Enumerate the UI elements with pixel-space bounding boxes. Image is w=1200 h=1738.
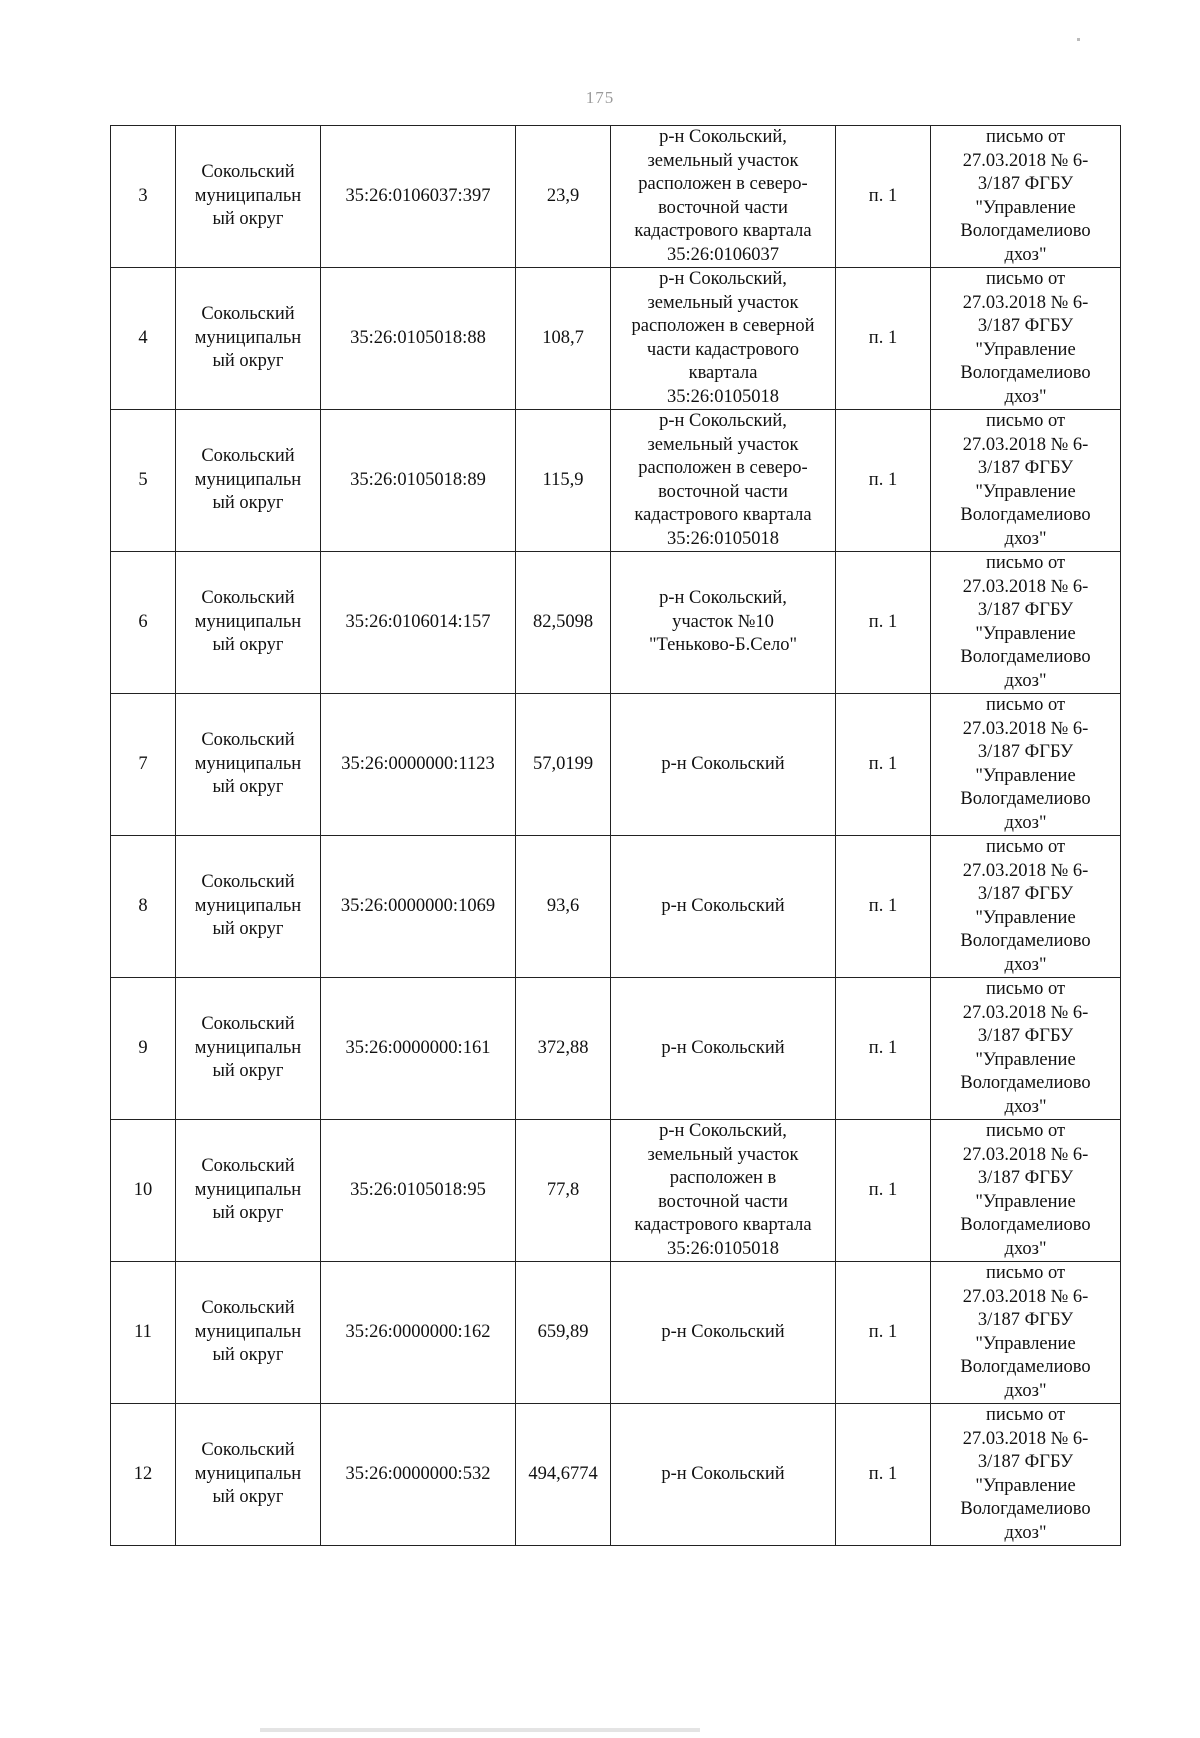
cell-line: письмо от	[985, 127, 1066, 147]
cell-line: восточной части	[658, 1191, 788, 1212]
cell-line: Вологдамелиово	[960, 931, 1091, 951]
cadastral-number-cell: 35:26:0000000:1123	[321, 694, 516, 836]
cadastral-number-cell: 35:26:0105018:88	[321, 268, 516, 410]
cell-line: письмо от	[985, 837, 1066, 857]
cell-line: Сокольский	[201, 1014, 295, 1035]
cell-line: 35:26:0105018	[666, 386, 780, 407]
municipal-district-cell	[176, 410, 321, 552]
cell-line: ый округ	[212, 1487, 284, 1508]
page-number: 175	[585, 88, 615, 107]
basis-document-cell	[931, 552, 1121, 694]
cell-line: "Управление	[975, 1333, 1076, 1354]
cell-line: Вологдамелиово	[960, 647, 1091, 667]
table-row	[111, 126, 1121, 268]
cell-line: р-н Сокольский,	[659, 127, 787, 147]
municipal-district-cell	[176, 978, 321, 1120]
cell-line: ый округ	[212, 919, 284, 940]
cell-line: муниципальн	[194, 1037, 302, 1058]
cell-line: "Управление	[975, 907, 1076, 928]
cell-line: муниципальн	[194, 1321, 302, 1342]
cell-line: кадастрового квартала	[634, 505, 812, 525]
cell-line: "Управление	[975, 1191, 1076, 1212]
cell-line: дхоз"	[1004, 670, 1047, 691]
cell-line: "Управление	[975, 481, 1076, 502]
cell-line: кадастрового квартала	[634, 1215, 812, 1235]
cell-line: р-н Сокольский	[661, 895, 785, 916]
cell-line: р-н Сокольский	[661, 1037, 785, 1058]
cell-line: участок №10	[672, 611, 774, 632]
table-row	[111, 1262, 1121, 1404]
cell-line: ый округ	[212, 351, 284, 372]
cell-line: письмо от	[985, 1121, 1066, 1141]
row-number-cell: 9	[111, 978, 176, 1120]
cell-line: земельный участок	[647, 1144, 799, 1165]
municipal-district-cell	[176, 1262, 321, 1404]
basis-document-cell	[931, 1262, 1121, 1404]
cell-line: ый округ	[212, 777, 284, 798]
area-cell: 659,89	[516, 1262, 611, 1404]
land-plots-table	[110, 125, 1121, 1546]
cell-line: "Управление	[975, 197, 1076, 218]
area-cell: 57,0199	[516, 694, 611, 836]
cell-line: расположен в северо-	[638, 174, 808, 194]
cell-line: Сокольский	[201, 446, 295, 467]
clause-cell: п. 1	[836, 268, 931, 410]
cell-line: 3/187 ФГБУ	[977, 742, 1074, 762]
cell-line: дхоз"	[1004, 1380, 1047, 1401]
cell-line: Вологдамелиово	[960, 1215, 1091, 1235]
cadastral-number-cell: 35:26:0105018:95	[321, 1120, 516, 1262]
table-row	[111, 978, 1121, 1120]
cell-line: земельный участок	[647, 292, 799, 313]
cell-line: земельный участок	[647, 434, 799, 455]
cell-line: Сокольский	[201, 588, 295, 609]
cell-line: муниципальн	[194, 1463, 302, 1484]
cell-line: р-н Сокольский,	[659, 1121, 787, 1141]
cell-line: ый округ	[212, 493, 284, 514]
cell-line: Вологдамелиово	[960, 1499, 1091, 1519]
cell-line: расположен в северо-	[638, 458, 808, 478]
cell-line: письмо от	[985, 979, 1066, 999]
location-cell	[611, 268, 836, 410]
clause-cell: п. 1	[836, 1404, 931, 1546]
cell-line: дхоз"	[1004, 1096, 1047, 1117]
cell-line: дхоз"	[1004, 1238, 1047, 1259]
area-cell: 82,5098	[516, 552, 611, 694]
row-number-cell: 7	[111, 694, 176, 836]
cadastral-number-cell: 35:26:0000000:1069	[321, 836, 516, 978]
municipal-district-cell	[176, 1404, 321, 1546]
clause-cell: п. 1	[836, 694, 931, 836]
cell-line: 3/187 ФГБУ	[977, 1452, 1074, 1472]
basis-document-cell	[931, 268, 1121, 410]
cell-line: дхоз"	[1004, 1522, 1047, 1543]
cell-line: р-н Сокольский	[661, 1463, 785, 1484]
cell-line: Вологдамелиово	[960, 1357, 1091, 1377]
cell-line: 3/187 ФГБУ	[977, 1310, 1074, 1330]
cell-line: земельный участок	[647, 150, 799, 171]
municipal-district-cell	[176, 1120, 321, 1262]
cell-line: 3/187 ФГБУ	[977, 458, 1074, 478]
cell-line: письмо от	[985, 695, 1066, 715]
cell-line: Сокольский	[201, 872, 295, 893]
cell-line: письмо от	[985, 269, 1066, 289]
cell-line: восточной части	[658, 197, 788, 218]
location-cell	[611, 1262, 836, 1404]
area-cell: 115,9	[516, 410, 611, 552]
clause-cell: п. 1	[836, 1262, 931, 1404]
cell-line: ый округ	[212, 1345, 284, 1366]
cell-line: Сокольский	[201, 1440, 295, 1461]
cell-line: кадастрового квартала	[634, 221, 812, 241]
cell-line: "Управление	[975, 339, 1076, 360]
cell-line: Сокольский	[201, 730, 295, 751]
clause-cell: п. 1	[836, 1120, 931, 1262]
cell-line: "Теньково-Б.Село"	[648, 635, 798, 656]
clause-cell: п. 1	[836, 126, 931, 268]
basis-document-cell	[931, 126, 1121, 268]
cell-line: р-н Сокольский,	[659, 411, 787, 431]
cell-line: Вологдамелиово	[960, 363, 1091, 383]
basis-document-cell	[931, 1120, 1121, 1262]
location-cell	[611, 694, 836, 836]
cell-line: муниципальн	[194, 753, 302, 774]
municipal-district-cell	[176, 836, 321, 978]
cell-line: письмо от	[985, 1405, 1066, 1425]
cell-line: 35:26:0106037	[666, 244, 780, 265]
cell-line: дхоз"	[1004, 954, 1047, 975]
cell-line: р-н Сокольский,	[659, 588, 787, 609]
cell-line: 27.03.2018 № 6-	[962, 1002, 1089, 1023]
municipal-district-cell	[176, 694, 321, 836]
cell-line: муниципальн	[194, 327, 302, 348]
cadastral-number-cell: 35:26:0000000:161	[321, 978, 516, 1120]
scan-smudge	[260, 1728, 700, 1732]
cadastral-number-cell: 35:26:0000000:162	[321, 1262, 516, 1404]
cell-line: "Управление	[975, 623, 1076, 644]
cell-line: 27.03.2018 № 6-	[962, 718, 1089, 739]
cell-line: муниципальн	[194, 185, 302, 206]
cell-line: Вологдамелиово	[960, 505, 1091, 525]
cell-line: "Управление	[975, 765, 1076, 786]
cadastral-number-cell: 35:26:0105018:89	[321, 410, 516, 552]
table-row	[111, 1404, 1121, 1546]
cell-line: Сокольский	[201, 304, 295, 325]
row-number-cell: 10	[111, 1120, 176, 1262]
cell-line: расположен в северной	[631, 316, 815, 336]
cell-line: дхоз"	[1004, 528, 1047, 549]
cell-line: дхоз"	[1004, 244, 1047, 265]
row-number-cell: 5	[111, 410, 176, 552]
cell-line: квартала	[688, 363, 758, 383]
cell-line: р-н Сокольский,	[659, 269, 787, 289]
cell-line: Вологдамелиово	[960, 789, 1091, 809]
row-number-cell: 11	[111, 1262, 176, 1404]
municipal-district-cell	[176, 268, 321, 410]
location-cell	[611, 978, 836, 1120]
cell-line: 27.03.2018 № 6-	[962, 1286, 1089, 1307]
table-row	[111, 552, 1121, 694]
cell-line: муниципальн	[194, 611, 302, 632]
location-cell	[611, 410, 836, 552]
cell-line: дхоз"	[1004, 812, 1047, 833]
cell-line: "Управление	[975, 1475, 1076, 1496]
area-cell: 23,9	[516, 126, 611, 268]
location-cell	[611, 1120, 836, 1262]
table-row	[111, 1120, 1121, 1262]
table-row	[111, 836, 1121, 978]
cell-line: 27.03.2018 № 6-	[962, 292, 1089, 313]
cell-line: 27.03.2018 № 6-	[962, 860, 1089, 881]
location-cell	[611, 126, 836, 268]
basis-document-cell	[931, 694, 1121, 836]
table-row	[111, 694, 1121, 836]
cell-line: муниципальн	[194, 469, 302, 490]
cell-line: письмо от	[985, 553, 1066, 573]
row-number-cell: 8	[111, 836, 176, 978]
area-cell: 494,6774	[516, 1404, 611, 1546]
scan-speck	[1077, 38, 1080, 41]
cell-line: муниципальн	[194, 895, 302, 916]
cell-line: расположен в	[669, 1168, 777, 1188]
cell-line: 35:26:0105018	[666, 1238, 780, 1259]
cell-line: восточной части	[658, 481, 788, 502]
location-cell	[611, 552, 836, 694]
table-body	[111, 126, 1121, 1546]
area-cell: 108,7	[516, 268, 611, 410]
cell-line: части кадастрового	[646, 339, 800, 360]
basis-document-cell	[931, 836, 1121, 978]
area-cell: 372,88	[516, 978, 611, 1120]
cell-line: Сокольский	[201, 1156, 295, 1177]
cell-line: р-н Сокольский	[661, 1321, 785, 1342]
cell-line: 3/187 ФГБУ	[977, 174, 1074, 194]
cell-line: 3/187 ФГБУ	[977, 316, 1074, 336]
row-number-cell: 12	[111, 1404, 176, 1546]
clause-cell: п. 1	[836, 410, 931, 552]
cadastral-number-cell: 35:26:0106014:157	[321, 552, 516, 694]
location-cell	[611, 1404, 836, 1546]
cell-line: 35:26:0105018	[666, 528, 780, 549]
cell-line: ый округ	[212, 635, 284, 656]
cell-line: письмо от	[985, 411, 1066, 431]
cell-line: ый округ	[212, 1061, 284, 1082]
cell-line: Сокольский	[201, 1298, 295, 1319]
basis-document-cell	[931, 1404, 1121, 1546]
cell-line: Вологдамелиово	[960, 221, 1091, 241]
cell-line: 3/187 ФГБУ	[977, 1168, 1074, 1188]
row-number-cell: 3	[111, 126, 176, 268]
cell-line: Вологдамелиово	[960, 1073, 1091, 1093]
clause-cell: п. 1	[836, 552, 931, 694]
cell-line: 27.03.2018 № 6-	[962, 1428, 1089, 1449]
area-cell: 77,8	[516, 1120, 611, 1262]
cell-line: 27.03.2018 № 6-	[962, 576, 1089, 597]
cell-line: 27.03.2018 № 6-	[962, 1144, 1089, 1165]
cell-line: муниципальн	[194, 1179, 302, 1200]
row-number-cell: 4	[111, 268, 176, 410]
table-row	[111, 410, 1121, 552]
cell-line: 3/187 ФГБУ	[977, 1026, 1074, 1046]
cadastral-number-cell: 35:26:0106037:397	[321, 126, 516, 268]
cell-line: ый округ	[212, 209, 284, 230]
row-number-cell: 6	[111, 552, 176, 694]
cell-line: 27.03.2018 № 6-	[962, 434, 1089, 455]
cell-line: 3/187 ФГБУ	[977, 884, 1074, 904]
cadastral-number-cell: 35:26:0000000:532	[321, 1404, 516, 1546]
cell-line: Сокольский	[201, 162, 295, 183]
table-row	[111, 268, 1121, 410]
cell-line: письмо от	[985, 1263, 1066, 1283]
location-cell	[611, 836, 836, 978]
municipal-district-cell	[176, 126, 321, 268]
basis-document-cell	[931, 978, 1121, 1120]
clause-cell: п. 1	[836, 836, 931, 978]
area-cell: 93,6	[516, 836, 611, 978]
cell-line: р-н Сокольский	[661, 753, 785, 774]
cell-line: 27.03.2018 № 6-	[962, 150, 1089, 171]
cell-line: 3/187 ФГБУ	[977, 600, 1074, 620]
municipal-district-cell	[176, 552, 321, 694]
cell-line: ый округ	[212, 1203, 284, 1224]
cell-line: "Управление	[975, 1049, 1076, 1070]
clause-cell: п. 1	[836, 978, 931, 1120]
basis-document-cell	[931, 410, 1121, 552]
cell-line: дхоз"	[1004, 386, 1047, 407]
